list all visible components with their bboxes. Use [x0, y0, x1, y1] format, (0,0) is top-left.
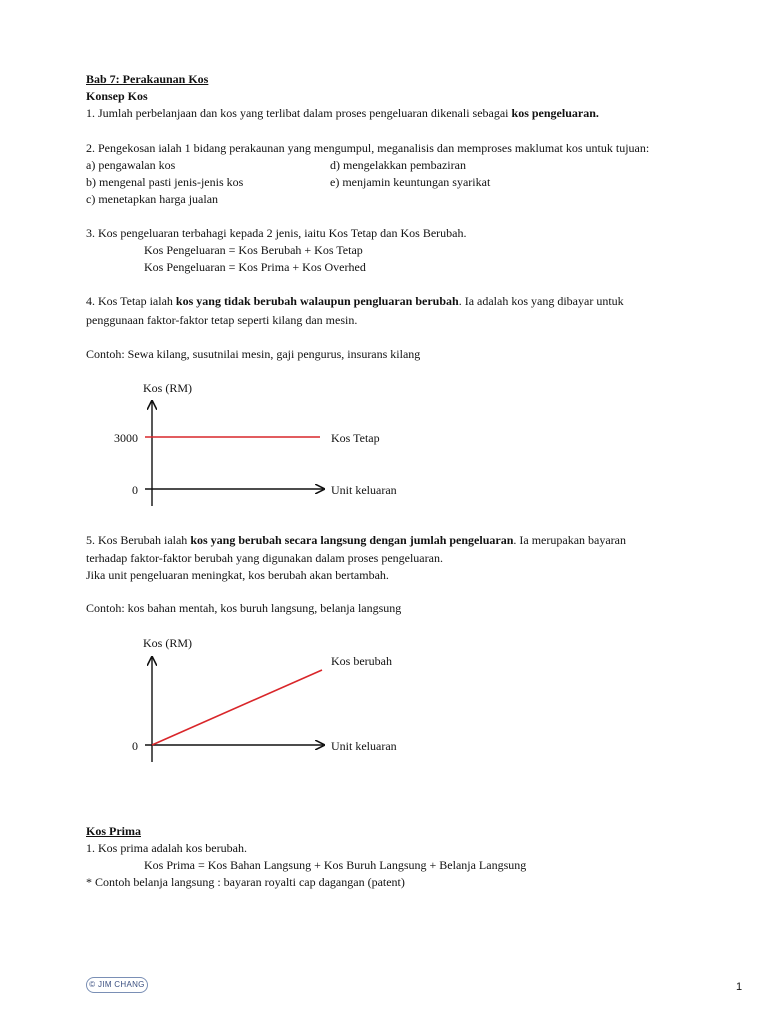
variable-cost-line-label: Kos berubah [331, 654, 392, 668]
paragraph-5-example: Contoh: kos bahan mentah, kos buruh langsung, belanja langsung [86, 601, 402, 615]
fixed-cost-line-label: Kos Tetap [331, 431, 380, 445]
paragraph-1: 1. Jumlah perbelanjaan dan kos yang terlibat dalam proses pengeluaran dikenali sebagai kos pengeluaran. [86, 106, 599, 120]
variable-cost-y-label: Kos (RM) [143, 636, 193, 650]
paragraph-5-line-2: terhadap faktor-faktor berubah yang digunakan dalam proses pengeluaran. [86, 551, 443, 565]
kos-prima-line-1: 1. Kos prima adalah kos berubah. [86, 841, 247, 855]
fixed-cost-y-label: Kos (RM) [143, 381, 193, 395]
fixed-cost-value-label: 3000 [114, 431, 138, 445]
variable-cost-origin-label: 0 [132, 739, 138, 753]
paragraph-5-line-3: Jika unit pengeluaran meningkat, kos berubah akan bertambah. [86, 568, 389, 582]
variable-cost-x-label: Unit keluaran [331, 739, 397, 753]
paragraph-5: 5. Kos Berubah ialah kos yang berubah secara langsung dengan jumlah pengeluaran. Ia merupakan bayaran [86, 533, 626, 547]
section-heading-kos-prima: Kos Prima [86, 824, 141, 838]
list-item-d: d) mengelakkan pembaziran [330, 158, 466, 172]
list-item-c: c) menetapkan harga jualan [86, 192, 219, 206]
fixed-cost-x-label: Unit keluaran [331, 483, 397, 497]
paragraph-2-intro: 2. Pengekosan ialah 1 bidang perakaunan yang mengumpul, meganalisis dan memproses maklumat kos untuk tujuan: [86, 141, 650, 155]
list-item-a: a) pengawalan kos [86, 158, 176, 172]
section-heading-konsep-kos: Konsep Kos [86, 89, 148, 103]
variable-cost-line [152, 670, 322, 745]
page-number: 1 [736, 981, 743, 993]
paragraph-4: 4. Kos Tetap ialah kos yang tidak berubah walaupun pengluaran berubah. Ia adalah kos yang dibayar untuk [86, 294, 624, 308]
formula-1: Kos Pengeluaran = Kos Berubah + Kos Tetap [144, 243, 363, 257]
fixed-cost-origin-label: 0 [132, 483, 138, 497]
kos-prima-formula: Kos Prima = Kos Bahan Langsung + Kos Buruh Langsung + Belanja Langsung [144, 858, 527, 872]
kos-prima-note: * Contoh belanja langsung : bayaran royalti cap dagangan (patent) [86, 875, 405, 889]
list-item-e: e) menjamin keuntungan syarikat [330, 175, 491, 189]
paragraph-3: 3. Kos pengeluaran terbahagi kepada 2 jenis, iaitu Kos Tetap dan Kos Berubah. [86, 226, 467, 240]
paragraph-4-line-2: penggunaan faktor-faktor tetap seperti kilang dan mesin. [86, 313, 358, 327]
paragraph-4-example: Contoh: Sewa kilang, susutnilai mesin, gaji pengurus, insurans kilang [86, 347, 421, 361]
formula-2: Kos Pengeluaran = Kos Prima + Kos Overhed [144, 260, 366, 274]
list-item-b: b) mengenal pasti jenis-jenis kos [86, 175, 244, 189]
page-title: Bab 7: Perakaunan Kos [86, 72, 209, 86]
footer-logo: © JIM CHANG [86, 977, 148, 993]
